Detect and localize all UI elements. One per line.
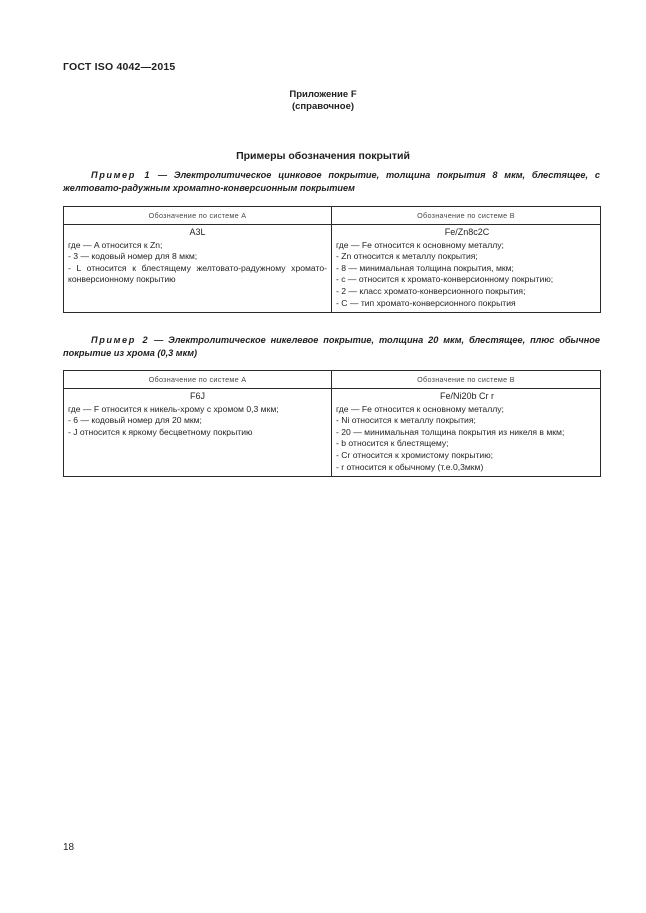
system-a-line: - 6 — кодовый номер для 20 мкм; [68, 415, 202, 426]
section-title: Примеры обозначения покрытий [236, 150, 410, 162]
example-1-label: Пример 1 [91, 170, 152, 180]
column-header-system-a: Обозначение по системе А [64, 371, 332, 389]
system-b-code: Fe/Zn8c2C [444, 227, 490, 237]
column-header-system-b: Обозначение по системе В [332, 207, 601, 225]
system-a-line: - 3 — кодовый номер для 8 мкм; [68, 251, 198, 262]
system-b-cell [332, 389, 601, 477]
system-b-line: - Ni относится к металлу покрытия; [336, 415, 476, 426]
designation-table-1 [63, 206, 601, 313]
system-b-line: - b относится к блестящему; [336, 438, 449, 449]
example-2-text: — Электролитическое никелевое покрытие, толщина 20 мкм, блестящее, плюс обычное покрытие из хрома (0,3 мкм) [63, 335, 601, 358]
table-header-row [64, 371, 601, 389]
example-1-caption [63, 169, 600, 195]
example-1-text: — Электролитическое цинковое покрытие, толщина покрытия 8 мкм, блестящее, с желтовато-радужным хроматно-конверсионным покрытием [63, 170, 600, 193]
system-a-cell [64, 225, 332, 313]
system-a-line: - J относится к яркому бесцветному покрытию [68, 426, 253, 437]
system-b-line: - r относится к обычному (т.е.0,3мкм) [336, 461, 484, 472]
system-a-code: F6J [189, 391, 205, 401]
example-2-label: Пример 2 [91, 335, 150, 345]
system-a-cell [64, 389, 332, 477]
appendix-title: Приложение F [289, 89, 357, 100]
system-b-line: где — Fe относится к основному металлу; [336, 239, 504, 250]
system-b-line: - C — тип хромато-конверсионного покрытия [336, 297, 516, 308]
system-a-line: где — A относится к Zn; [68, 239, 163, 250]
system-b-code: Fe/Ni20b Cr r [439, 391, 494, 401]
column-header-system-a: Обозначение по системе А [64, 207, 332, 225]
designation-table-2 [63, 370, 601, 477]
system-b-line: где — Fe относится к основному металлу; [336, 403, 504, 414]
system-b-line: - Zn относится к металлу покрытия; [336, 251, 478, 262]
appendix-kind: (справочное) [291, 101, 355, 112]
system-b-line: - Cr относится к хромистому покрытию; [336, 449, 494, 460]
appendix-heading [0, 89, 646, 113]
table-row [64, 389, 601, 477]
table-row [64, 225, 601, 313]
system-b-line: - 2 — класс хромато-конверсионного покрытия; [336, 285, 526, 296]
system-b-line: - 8 — минимальная толщина покрытия, мкм; [336, 262, 514, 273]
system-a-line: - L относится к блестящему желтовато-радужному хромато-конверсионному покрытию [68, 262, 327, 285]
standard-header: ГОСТ ISO 4042—2015 [63, 61, 176, 73]
table-header-row [64, 207, 601, 225]
system-b-cell [332, 225, 601, 313]
column-header-system-b: Обозначение по системе В [332, 371, 601, 389]
system-b-line: - c — относится к хромато-конверсионному покрытию; [336, 274, 554, 285]
system-a-line: где — F относится к никель-хрому с хромом 0,3 мкм; [68, 403, 279, 414]
system-a-code: A3L [189, 227, 206, 237]
page-number: 18 [63, 842, 75, 853]
example-2-caption [63, 334, 600, 360]
system-b-line: - 20 — минимальная толщина покрытия из никеля в мкм; [336, 426, 565, 437]
